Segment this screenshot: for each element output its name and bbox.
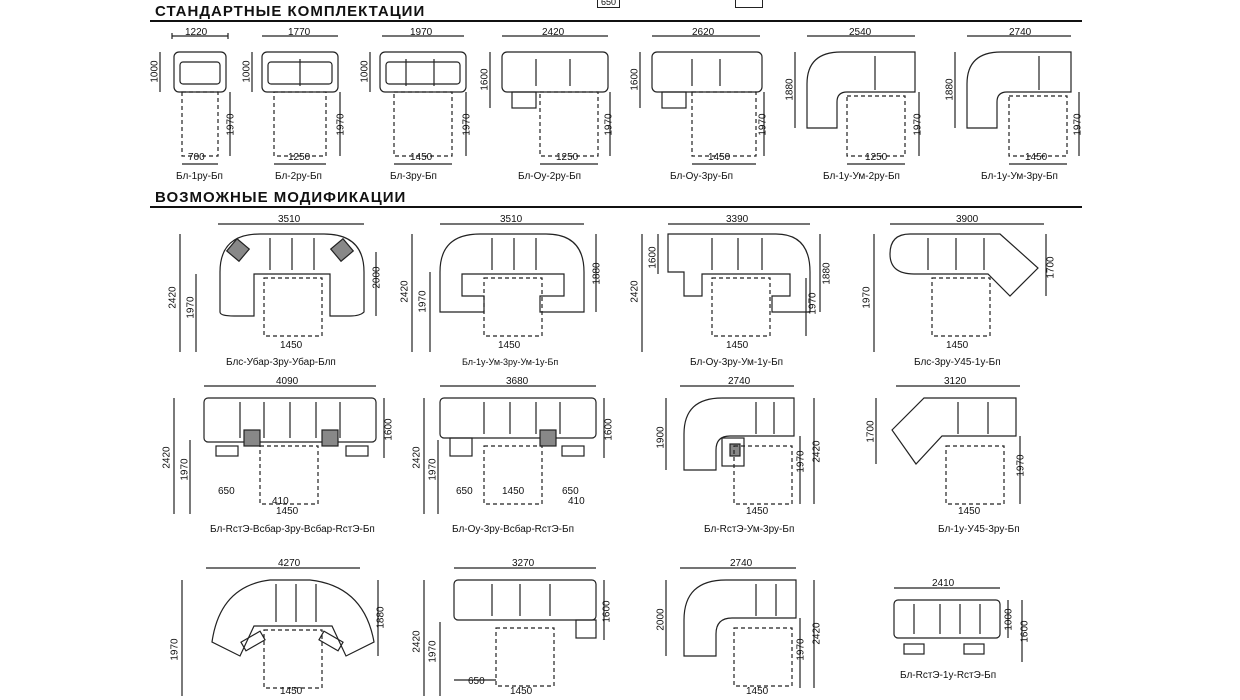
header-stub-2 — [735, 0, 763, 8]
mod-item-3 — [630, 212, 850, 377]
mod-item-2 — [400, 212, 620, 377]
standard-item-3 — [360, 24, 480, 184]
left-dim-1: 2420 — [411, 446, 423, 469]
inner-label: 1450 — [958, 506, 981, 517]
width-label: 1970 — [410, 27, 433, 38]
width-label: 3270 — [512, 558, 535, 569]
model-name: Бл-1у-Ум-2ру-Бп — [823, 171, 900, 182]
inner-label: 700 — [188, 152, 205, 163]
model-name: Бл-1ру-Бп — [176, 171, 223, 182]
model-name: Бл-RcтЭ-1у-RcтЭ-Бп — [900, 670, 997, 681]
model-name: Бл-1у-Ум-3ру-Бп — [981, 171, 1058, 182]
right-dim: 2420 — [811, 622, 823, 645]
width-label: 4270 — [278, 558, 301, 569]
left-dim-1: 1970 — [169, 638, 181, 661]
right-dim: 1600 — [601, 600, 613, 623]
left-dim-1: 2000 — [655, 608, 667, 631]
depth-label: 1970 — [335, 113, 347, 136]
standard-item-2 — [240, 24, 360, 184]
inner-label: 1250 — [865, 152, 888, 163]
width-label: 3510 — [278, 214, 301, 225]
left-dim-2: 1970 — [185, 296, 197, 319]
height-label: 1000 — [359, 60, 371, 83]
left-dim-2: 1600 — [647, 246, 659, 269]
right-dim-2: 1970 — [795, 638, 807, 661]
inner-label: 1450 — [510, 686, 533, 697]
width-label: 2740 — [728, 376, 751, 387]
model-name: Бл-RcтЭ-Вcбар-3ру-Вcбар-RcтЭ-Бп — [210, 524, 375, 535]
height-label: 1000 — [149, 60, 161, 83]
right-dim: 1880 — [821, 262, 833, 285]
height-label: 1880 — [944, 78, 956, 101]
inner-label: 1450 — [726, 340, 749, 351]
depth-label: 1970 — [603, 113, 615, 136]
model-name: Бл-1у-Ум-3ру-Ум-1у-Бп — [462, 357, 559, 367]
left-dim-1: 2420 — [167, 286, 179, 309]
left-dim-1: 1000 — [1003, 608, 1015, 631]
right-dim-2: 1970 — [795, 450, 807, 473]
inner-label: 1450 — [502, 486, 525, 497]
model-name: Бл-Оу-3ру-Бп — [670, 171, 734, 182]
left-dim-2: 1970 — [427, 640, 439, 663]
mod-item-11 — [650, 556, 850, 700]
mod-drawing-6 — [410, 374, 630, 544]
mod-drawing-10 — [410, 556, 630, 700]
standard-item-5 — [630, 24, 780, 184]
sofa-drawing-5 — [630, 24, 780, 184]
right-dim-2: 1970 — [807, 292, 819, 315]
inner-label: 1250 — [556, 152, 579, 163]
depth-label: 1970 — [757, 113, 769, 136]
right-dim: 2000 — [371, 266, 383, 289]
model-name: Блс-Убар-3ру-Убар-Блп — [226, 357, 336, 368]
left-dim-2: 1970 — [427, 458, 439, 481]
inner-label: 1450 — [746, 506, 769, 517]
width-label: 1770 — [288, 27, 311, 38]
standard-rule — [150, 20, 1082, 22]
depth-label: 1970 — [1072, 113, 1084, 136]
left-dim-1: 1900 — [655, 426, 667, 449]
width-label: 2420 — [542, 27, 565, 38]
height-label: 1880 — [784, 78, 796, 101]
inner-label: 1450 — [708, 152, 731, 163]
mod-drawing-2 — [400, 212, 620, 377]
inner-label: 1450 — [746, 686, 769, 697]
width-label: 3680 — [506, 376, 529, 387]
left-dim-2: 1970 — [179, 458, 191, 481]
standard-item-4 — [480, 24, 630, 184]
depth-label: 1970 — [461, 113, 473, 136]
width-label: 2740 — [730, 558, 753, 569]
left-dim-1: 2420 — [161, 446, 173, 469]
left-dim-1: 2420 — [629, 280, 641, 303]
width-label: 3390 — [726, 214, 749, 225]
width-label: 3510 — [500, 214, 523, 225]
model-name: Бл-2ру-Бп — [275, 171, 322, 182]
right-dim: 1700 — [1045, 256, 1057, 279]
width-label: 2410 — [932, 578, 955, 589]
right-dim: 2420 — [811, 440, 823, 463]
right-dim: 1880 — [591, 262, 603, 285]
model-name: Бл-Оу-3ру-Вcбар-RcтЭ-Бп — [452, 524, 574, 535]
sofa-drawing-4 — [480, 24, 630, 184]
right-dim: 1600 — [603, 418, 615, 441]
mod-drawing-1 — [160, 212, 400, 377]
inner-label: 1250 — [288, 152, 311, 163]
depth-label: 1970 — [912, 113, 924, 136]
model-name: Бл-1у-У45-3ру-Бп — [938, 524, 1020, 535]
mod-drawing-9 — [160, 556, 410, 700]
standard-item-6 — [785, 24, 935, 184]
left-dim-1: 2420 — [399, 280, 411, 303]
left-dim-2: 1970 — [417, 290, 429, 313]
left-dim-1: 1700 — [865, 420, 877, 443]
mod-drawing-8 — [860, 374, 1060, 544]
sub-dim-2: 410 — [272, 496, 289, 507]
mod-item-8 — [860, 374, 1060, 544]
mod-item-10 — [410, 556, 630, 700]
left-dim-1: 2420 — [411, 630, 423, 653]
mod-item-1 — [160, 212, 400, 377]
inner-label: 1450 — [280, 340, 303, 351]
model-name: Бл-RcтЭ-Ум-3ру-Бп — [704, 524, 795, 535]
inner-label: 1450 — [280, 686, 303, 697]
inner-label: 1450 — [276, 506, 299, 517]
width-label: 3900 — [956, 214, 979, 225]
modifications-section-title: ВОЗМОЖНЫЕ МОДИФИКАЦИИ — [155, 189, 407, 206]
sub-dim-1: 650 — [218, 486, 235, 497]
standard-item-7 — [945, 24, 1095, 184]
right-dim: 1880 — [375, 606, 387, 629]
width-label: 1220 — [185, 27, 208, 38]
left-dim-1: 1970 — [861, 286, 873, 309]
model-name: Блс-3ру-У45-1у-Бп — [914, 357, 1001, 368]
sub-dim-1: 650 — [456, 486, 473, 497]
height-label: 1600 — [629, 68, 641, 91]
modifications-rule — [150, 206, 1082, 208]
standard-section-title: СТАНДАРТНЫЕ КОМПЛЕКТАЦИИ — [155, 3, 426, 20]
width-label: 2540 — [849, 27, 872, 38]
sub-dim-3: 410 — [568, 496, 585, 507]
sofa-drawing-6 — [785, 24, 935, 184]
mod-item-9 — [160, 556, 410, 700]
header-stub-1: 650 — [597, 0, 620, 8]
mod-drawing-4 — [860, 212, 1080, 377]
width-label: 2740 — [1009, 27, 1032, 38]
width-label: 2620 — [692, 27, 715, 38]
inner-label: 1450 — [498, 340, 521, 351]
width-label: 3120 — [944, 376, 967, 387]
sofa-drawing-7 — [945, 24, 1095, 184]
mod-item-5 — [160, 374, 410, 544]
model-name: Бл-Оу-2ру-Бп — [518, 171, 582, 182]
sub-dim-1: 650 — [468, 676, 485, 687]
depth-label: 1970 — [225, 113, 237, 136]
right-dim: 1600 — [1019, 620, 1031, 643]
width-label: 4090 — [276, 376, 299, 387]
right-dim: 1600 — [383, 418, 395, 441]
right-dim: 1970 — [1015, 454, 1027, 477]
inner-label: 1450 — [946, 340, 969, 351]
model-name: Бл-Оу-3ру-Ум-1у-Бп — [690, 357, 784, 368]
sub-dim-2: 650 — [562, 486, 579, 497]
mod-drawing-5 — [160, 374, 410, 544]
height-label: 1000 — [241, 60, 253, 83]
height-label: 1600 — [479, 68, 491, 91]
inner-label: 1450 — [1025, 152, 1048, 163]
mod-item-12 — [880, 570, 1060, 700]
mod-item-6 — [410, 374, 630, 544]
inner-label: 1450 — [410, 152, 433, 163]
model-name: Бл-3ру-Бп — [390, 171, 437, 182]
mod-item-7 — [650, 374, 850, 544]
mod-item-4 — [860, 212, 1080, 377]
